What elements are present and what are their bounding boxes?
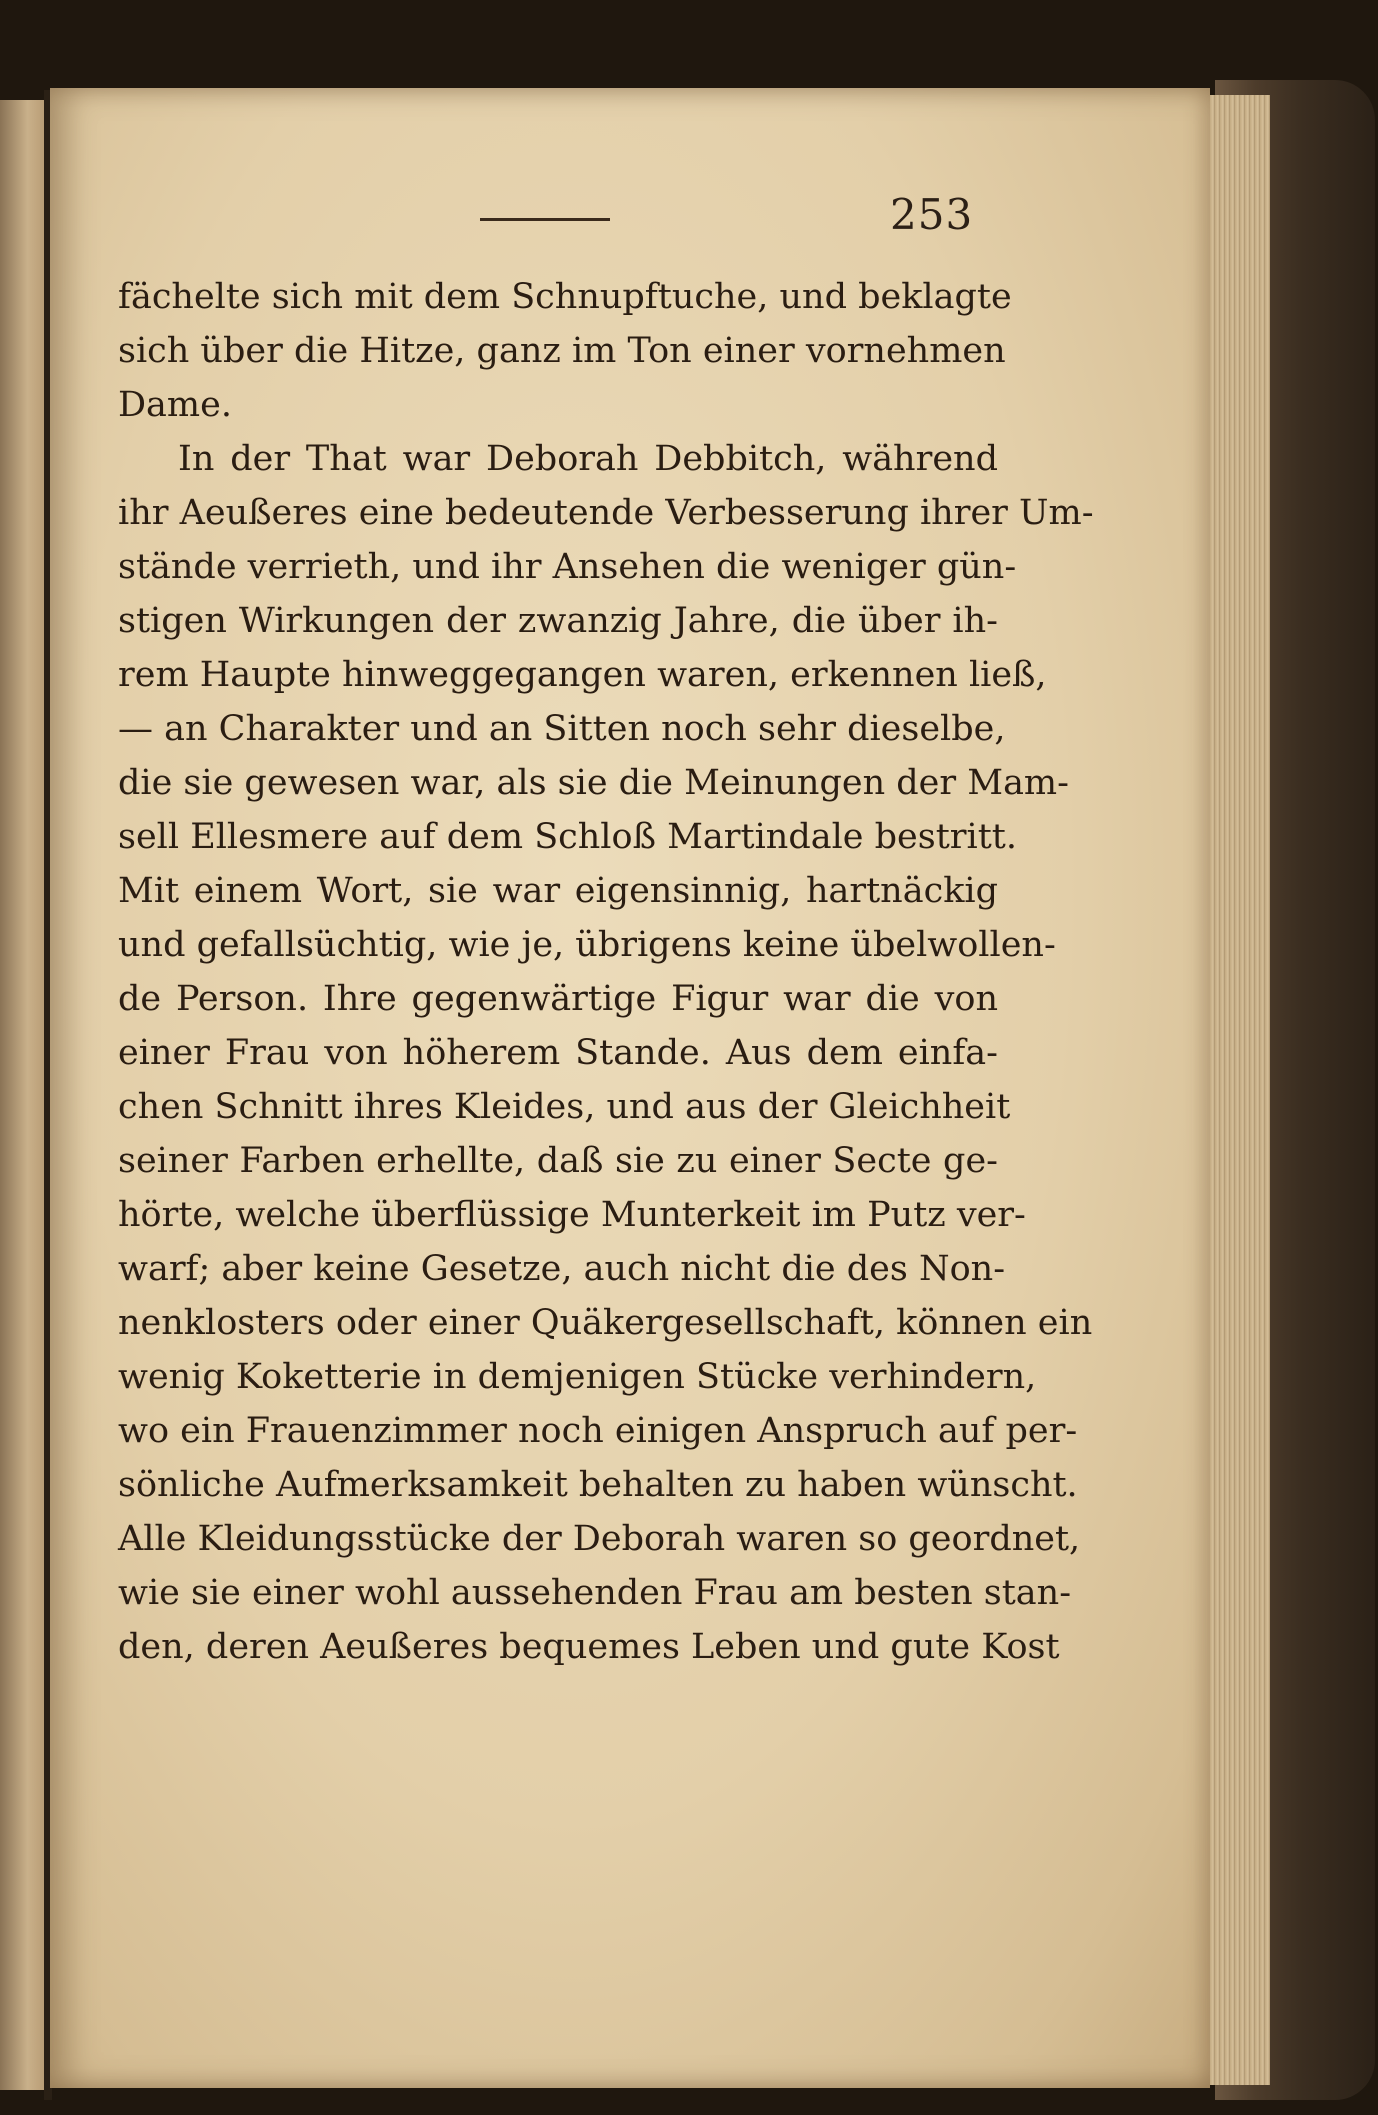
text-line: seiner Farben erhellte, daß sie zu einer Secte ge- [118,1141,998,1181]
text-line: Mit einem Wort, sie war eigensinnig, hartnäckig [118,871,998,911]
text-line: — an Charakter und an Sitten noch sehr dieselbe, [118,709,1006,749]
header-rule [480,218,610,221]
text-line: die sie gewesen war, als sie die Meinungen der Mam- [118,763,1069,803]
text-line: chen Schnitt ihres Kleides, und aus der Gleichheit [118,1087,1011,1127]
text-line: sell Ellesmere auf dem Schloß Martindale bestritt. [118,817,1017,857]
text-line: den, deren Aeußeres bequemes Leben und gute Kost [118,1627,1060,1667]
page-number: 253 [890,190,974,239]
text-line: de Person. Ihre gegenwärtige Figur war die von [118,979,998,1019]
text-line: rem Haupte hinweggegangen waren, erkennen ließ, [118,655,1047,695]
text-line: stände verrieth, und ihr Ansehen die weniger gün- [118,547,1017,587]
text-line: sich über die Hitze, ganz im Ton einer vornehmen [118,331,1006,371]
text-line: wie sie einer wohl aussehenden Frau am besten stan- [118,1573,1072,1613]
text-line: nenklosters oder einer Quäkergesellschaft, können ein [118,1303,1093,1343]
text-line: Dame. [118,385,232,425]
text-line: fächelte sich mit dem Schnupftuche, und beklagte [118,277,1012,317]
text-line: wenig Koketterie in demjenigen Stücke verhindern, [118,1357,1037,1397]
page-stack-edge [1200,95,1270,2085]
text-line: Alle Kleidungsstücke der Deborah waren so geordnet, [118,1519,1081,1559]
text-line: wo ein Frauenzimmer noch einigen Anspruch auf per- [118,1411,1078,1451]
facing-page-edge [0,100,46,2090]
text-line: einer Frau von höherem Stande. Aus dem einfa- [118,1033,998,1073]
text-line: ihr Aeußeres eine bedeutende Verbesserung ihrer Um- [118,493,1094,533]
text-line: warf; aber keine Gesetze, auch nicht die des Non- [118,1249,1006,1289]
text-line: hörte, welche überflüssige Munterkeit im Putz ver- [118,1195,1026,1235]
text-line: In der That war Deborah Debbitch, während [178,439,998,479]
text-line: stigen Wirkungen der zwanzig Jahre, die über ih- [118,601,998,641]
text-line: und gefallsüchtig, wie je, übrigens keine übelwollen- [118,925,1056,965]
text-line: sönliche Aufmerksamkeit behalten zu haben wünscht. [118,1465,1078,1505]
body-text [118,270,1094,1674]
